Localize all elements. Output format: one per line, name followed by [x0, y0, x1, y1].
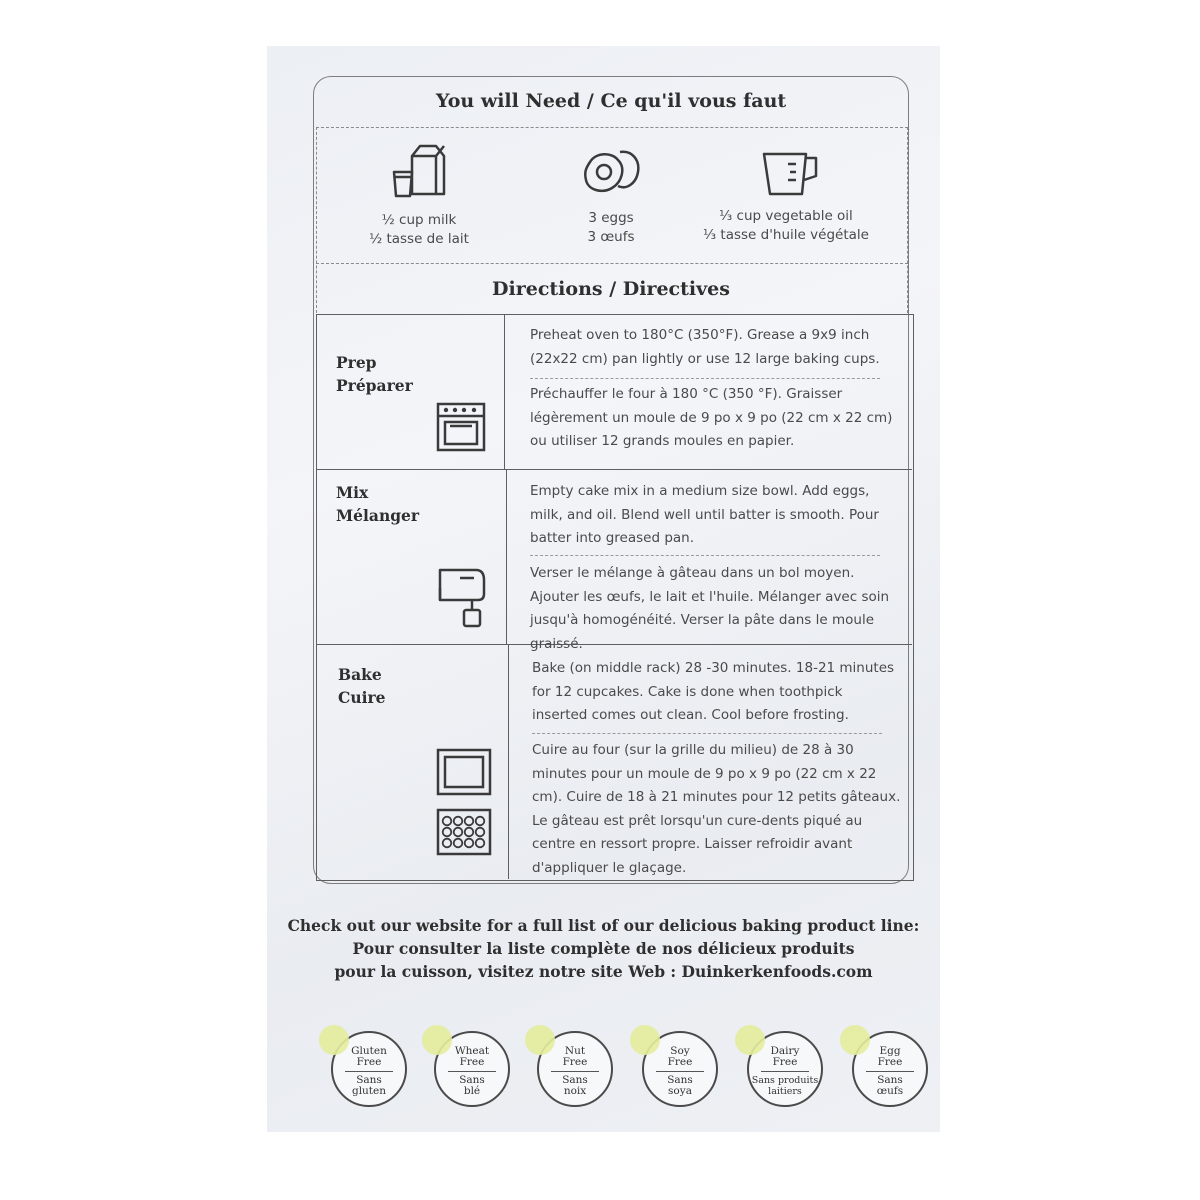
badge-en: Dairy Free [770, 1045, 800, 1068]
badge-en: Gluten Free [351, 1045, 387, 1068]
badge-fr: Sans œufs [876, 1074, 904, 1097]
ingredient-oil [686, 207, 886, 245]
measuring-cup-icon [762, 150, 822, 196]
badge-divider [761, 1071, 809, 1072]
step-prep-text-fr: Préchauffer le four à 180 °C (350 °F). Graisser légèrement un moule de 9 po x 9 po (22 cm x 22 cm) ou utiliser 12 grands moules en papier. [530, 386, 893, 449]
step-mix-label [336, 481, 419, 527]
divider [506, 469, 507, 644]
ingredient-oil-fr: ⅓ tasse d'huile végétale [703, 227, 869, 243]
badge-nut-free [537, 1031, 615, 1109]
divider [532, 733, 882, 734]
divider [508, 644, 509, 879]
ingredient-eggs [511, 209, 711, 247]
step-mix-text-en: Empty cake mix in a medium size bowl. Add eggs, milk, and oil. Blend well until batter is smooth. Pour batter into greased pan. [530, 483, 879, 546]
badge-fr: Sans soya [667, 1074, 693, 1097]
ingredient-milk [319, 211, 519, 249]
badge-en: Wheat Free [454, 1045, 490, 1068]
step-mix-text-fr: Verser le mélange à gâteau dans un bol moyen. Ajouter les œufs, le lait et l'huile. Mélanger avec soin jusqu'à homogénéité. Verser la pâte dans le moule graissé. [530, 565, 890, 652]
badge-divider [345, 1071, 393, 1072]
website-note-line3: pour la cuisson, visitez notre site Web : Duinkerkenfoods.com [334, 962, 873, 981]
badge-divider [866, 1071, 914, 1072]
eggs-icon [582, 146, 642, 198]
divider [530, 555, 880, 556]
divider [316, 469, 912, 470]
step-bake-text-fr: Cuire au four (sur la grille du milieu) de 28 à 30 minutes pour un moule de 9 po x 9 po (22 cm x 22 cm). Cuire de 18 à 21 minutes pour 12 petits gâteaux. Le gâteau est prêt lorsqu'un cure-dents piqué au centre en ressort propre. Laisser refroidir avant d'appliquer le glaçage. [532, 742, 901, 876]
website-note-line2: Pour consulter la liste complète de nos délicieux produits [352, 939, 855, 958]
milk-icon [390, 144, 448, 200]
badge-dairy-free [747, 1031, 825, 1109]
you-will-need-title: You will Need / Ce qu'il vous faut [435, 90, 787, 112]
badge-fr: Sans blé [459, 1074, 485, 1097]
ingredient-milk-en: ½ cup milk [381, 212, 457, 228]
baking-pan-icon [436, 748, 492, 858]
badge-en: Soy Free [667, 1045, 693, 1068]
step-mix-label-fr: Mélanger [336, 506, 420, 525]
badge-soy-free [642, 1031, 720, 1109]
badge-fr: Sans produits laitiers [751, 1075, 819, 1097]
step-prep-text-en: Preheat oven to 180°C (350°F). Grease a 9x9 inch (22x22 cm) pan lightly or use 12 large baking cups. [530, 327, 880, 367]
badge-divider [551, 1071, 599, 1072]
step-prep-label-en: Prep [336, 353, 377, 372]
badge-fr: Sans noix [562, 1074, 588, 1097]
website-note [267, 914, 940, 983]
website-note-line1: Check out our website for a full list of our delicious baking product line: [287, 916, 920, 935]
badge-wheat-free [434, 1031, 512, 1109]
badge-gluten-free [331, 1031, 409, 1109]
ingredient-eggs-en: 3 eggs [588, 210, 634, 226]
step-prep-label-fr: Préparer [336, 376, 413, 395]
step-bake-label-en: Bake [338, 665, 382, 684]
divider [316, 263, 908, 264]
badge-divider [448, 1071, 496, 1072]
hand-mixer-icon [436, 566, 488, 630]
step-bake-label-fr: Cuire [338, 688, 386, 707]
badge-en: Nut Free [562, 1045, 588, 1068]
divider [316, 127, 908, 128]
step-prep-label [336, 351, 413, 397]
directions-title: Directions / Directives [492, 278, 730, 300]
badge-fr: Sans gluten [351, 1074, 387, 1097]
divider [504, 314, 505, 469]
divider [530, 378, 880, 379]
ingredient-milk-fr: ½ tasse de lait [369, 231, 469, 247]
badge-egg-free [852, 1031, 930, 1109]
step-mix-label-en: Mix [336, 483, 369, 502]
ingredient-oil-en: ⅓ cup vegetable oil [719, 208, 853, 224]
badge-divider [656, 1071, 704, 1072]
step-bake-label [338, 663, 386, 709]
oven-icon [436, 402, 486, 452]
ingredient-eggs-fr: 3 œufs [587, 229, 635, 245]
step-bake-text-en: Bake (on middle rack) 28 -30 minutes. 18-21 minutes for 12 cupcakes. Cake is done when toothpick inserted comes out clean. Cool before frosting. [532, 660, 895, 723]
badge-en: Egg Free [877, 1045, 903, 1068]
